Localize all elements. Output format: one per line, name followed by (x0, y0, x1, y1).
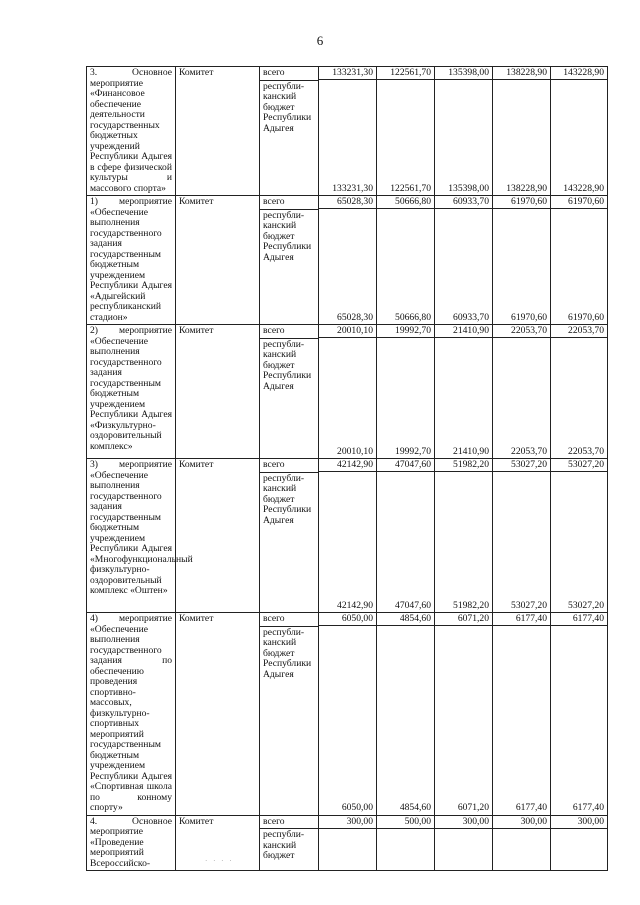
total-value: 500,00 (404, 815, 431, 827)
year-value-cell (493, 459, 551, 613)
total-value: 122561,70 (390, 67, 431, 78)
year-value-cell (551, 325, 608, 459)
year-value-cell (435, 815, 493, 871)
year-value-cell (377, 196, 435, 325)
budget-value: 22053,70 (568, 445, 604, 457)
table-row (87, 196, 608, 325)
total-value: 42142,90 (337, 459, 373, 470)
budget-value: 22053,70 (511, 445, 547, 457)
funding-total-label: всего (263, 325, 285, 336)
year-value-cell (493, 325, 551, 459)
total-value: 6177,40 (572, 613, 604, 624)
funding-source (260, 325, 319, 459)
executor: Комитет (176, 196, 260, 325)
total-value: 60933,70 (453, 196, 489, 207)
total-value: 51982,20 (453, 459, 489, 470)
year-value-cell (435, 67, 493, 196)
budget-value: 135398,00 (448, 182, 489, 194)
total-value: 65028,30 (337, 196, 373, 207)
year-value-cell (377, 67, 435, 196)
year-value-cell (435, 459, 493, 613)
table-row (87, 325, 608, 459)
total-value: 6071,20 (457, 613, 489, 624)
budget-value: 19992,70 (395, 445, 431, 457)
total-value: 133231,30 (332, 67, 373, 78)
year-value-cell (319, 67, 377, 196)
funding-budget-label: республи-канский бюджет Республики Адыгея (260, 209, 318, 264)
year-value-cell (435, 325, 493, 459)
year-value-cell (319, 196, 377, 325)
year-value-cell (551, 815, 608, 871)
total-value: 22053,70 (568, 325, 604, 336)
executor: Комитет (176, 815, 260, 871)
year-value-cell (377, 459, 435, 613)
funding-total-label: всего (263, 67, 285, 78)
total-value: 4854,60 (399, 613, 431, 624)
year-value-cell (551, 196, 608, 325)
budget-value: 50666,80 (395, 311, 431, 323)
executor: Комитет (176, 67, 260, 196)
budget-value: 6177,40 (515, 802, 547, 813)
funding-budget-label: республи-канский бюджет (260, 828, 318, 862)
budget-value: 53027,20 (568, 599, 604, 611)
year-value-cell (551, 67, 608, 196)
activity-name: 1) мероприятие «Обеспечение выполнения государственного задания государственным бюджетным учреждением Республики Адыгея «Адыгейский республиканский стадион» (87, 196, 176, 325)
total-value: 138228,90 (506, 67, 547, 78)
budget-value: 6050,00 (341, 802, 373, 813)
year-value-cell (435, 196, 493, 325)
year-value-cell (435, 613, 493, 816)
activity-name: 3) мероприятие «Обеспечение выполнения государственного задания государственным бюджетным учреждением Республики Адыгея «Многофункциональный физкультурно-оздоровительный комплекс «Оштен» (87, 459, 176, 613)
total-value: 6050,00 (341, 613, 373, 624)
budget-value: 60933,70 (453, 311, 489, 323)
funding-source (260, 815, 319, 871)
year-value-cell (377, 613, 435, 816)
budget-value: 65028,30 (337, 311, 373, 323)
activity-name: 2) мероприятие «Обеспечение выполнения государственного задания государственным бюджетным учреждением Республики Адыгея «Физкультурно-оздоровительный комплекс» (87, 325, 176, 459)
funding-total-label: всего (263, 613, 285, 624)
year-value-cell (493, 67, 551, 196)
budget-value: 4854,60 (399, 802, 431, 813)
budget-value: 6071,20 (457, 802, 489, 813)
total-value: 22053,70 (511, 325, 547, 336)
total-value: 53027,20 (511, 459, 547, 470)
total-value: 19992,70 (395, 325, 431, 336)
funding-total-label: всего (263, 196, 285, 207)
budget-value: 61970,60 (568, 311, 604, 323)
year-value-cell (319, 815, 377, 871)
executor: Комитет (176, 325, 260, 459)
total-value: 20010,10 (337, 325, 373, 336)
year-value-cell (493, 196, 551, 325)
budget-value: 20010,10 (337, 445, 373, 457)
scan-artifact: · · · · (205, 857, 234, 865)
budget-value: 122561,70 (390, 182, 431, 194)
budget-value: 143228,90 (563, 182, 604, 194)
funding-source (260, 613, 319, 816)
funding-source (260, 67, 319, 196)
page-number: 6 (316, 33, 324, 48)
year-value-cell (377, 815, 435, 871)
funding-budget-label: республи-канский бюджет Республики Адыгея (260, 338, 318, 393)
funding-source (260, 196, 319, 325)
budget-value: 61970,60 (511, 311, 547, 323)
table-row (87, 613, 608, 816)
funding-budget-label: республи-канский бюджет Республики Адыгея (260, 626, 318, 681)
funding-budget-label: республи-канский бюджет Республики Адыгея (260, 472, 318, 527)
funding-source (260, 459, 319, 613)
year-value-cell (377, 325, 435, 459)
total-value: 300,00 (462, 815, 489, 827)
executor: Комитет (176, 613, 260, 816)
total-value: 61970,60 (511, 196, 547, 207)
budget-value: 53027,20 (511, 599, 547, 611)
total-value: 135398,00 (448, 67, 489, 78)
budget-value: 6177,40 (572, 802, 604, 813)
year-value-cell (493, 613, 551, 816)
total-value: 50666,80 (395, 196, 431, 207)
total-value: 6177,40 (515, 613, 547, 624)
budget-value: 138228,90 (506, 182, 547, 194)
year-value-cell (493, 815, 551, 871)
activity-name: 4) мероприятие «Обеспечение выполнения государственного задания по обеспечению проведения спортивно-массовых, физкультурно-спортивных мероприятий государственным бюджетным учреждением Республики Адыгея «Спортивная школа по конному спорту» (87, 613, 176, 816)
total-value: 47047,60 (395, 459, 431, 470)
total-value: 61970,60 (568, 196, 604, 207)
budget-table (86, 66, 608, 871)
year-value-cell (551, 459, 608, 613)
executor: Комитет (176, 459, 260, 613)
funding-budget-label: республи-канский бюджет Республики Адыгея (260, 80, 318, 135)
table-row (87, 67, 608, 196)
total-value: 300,00 (346, 815, 373, 827)
table-row (87, 815, 608, 871)
year-value-cell (319, 325, 377, 459)
budget-value: 133231,30 (332, 182, 373, 194)
funding-total-label: всего (263, 459, 285, 470)
budget-value: 47047,60 (395, 599, 431, 611)
activity-name: 4. Основное мероприятие «Проведение мероприятий Всероссийско- (87, 815, 176, 871)
total-value: 143228,90 (563, 67, 604, 78)
total-value: 300,00 (520, 815, 547, 827)
year-value-cell (319, 459, 377, 613)
total-value: 300,00 (577, 815, 604, 827)
year-value-cell (319, 613, 377, 816)
funding-total-label: всего (263, 815, 285, 827)
budget-value: 21410,90 (453, 445, 489, 457)
table-row (87, 459, 608, 613)
year-value-cell (551, 613, 608, 816)
budget-value: 51982,20 (453, 599, 489, 611)
activity-name: 3. Основное мероприятие «Финансовое обеспечение деятельности государственных бюджетных учреждений Республики Адыгея в сфере физической культуры и массового спорта» (87, 67, 176, 196)
budget-value: 42142,90 (337, 599, 373, 611)
total-value: 53027,20 (568, 459, 604, 470)
total-value: 21410,90 (453, 325, 489, 336)
